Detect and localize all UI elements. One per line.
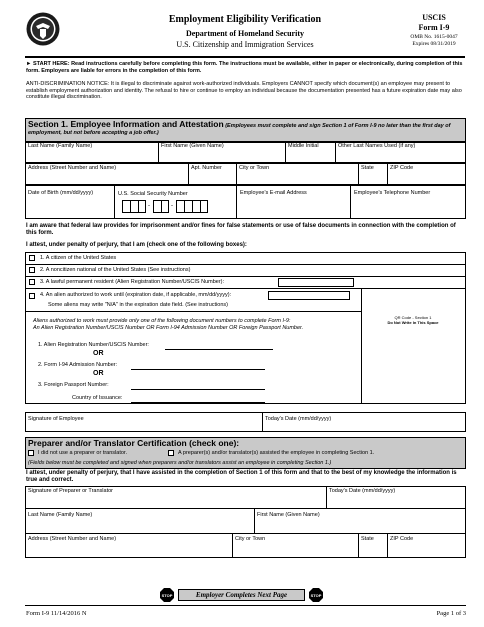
omb-number: OMB No. 1615-0047 — [410, 34, 458, 40]
middle-initial-label: Middle Initial — [288, 143, 319, 149]
passport-input[interactable] — [131, 389, 265, 390]
anti-discrimination-text: ANTI-DISCRIMINATION NOTICE: It is illegal to discriminate against work-authorized individuals. Employers CANNOT specify which document(s) an employee may present to establish employment authorization and identity. The refusal to hire or continue to employ an individual because the documentation presented has a future expiration date may also constitute illegal discrimination. — [26, 81, 462, 100]
preparer-first-name-label[interactable]: First Name (Given Name) — [257, 512, 320, 518]
department-name: Department of Homeland Security — [186, 29, 304, 38]
preparer-zip-label[interactable]: ZIP Code — [390, 536, 414, 542]
alien-reg-input[interactable] — [165, 349, 273, 350]
footer-rule — [25, 605, 466, 606]
form-agency: USCIS — [422, 13, 446, 22]
form-title: Employment Eligibility Verification — [168, 14, 322, 25]
alien-note-2: An Alien Registration Number/USCIS Number OR Form I-94 Admission Number OR Foreign Passport Number. — [33, 325, 304, 331]
alien-checkbox[interactable] — [29, 293, 35, 299]
citizen-checkbox[interactable] — [29, 255, 35, 261]
state-label: State — [361, 165, 374, 171]
alien-note-1: Aliens authorized to work must provide only one of the following document numbers to complete Form I-9: — [33, 318, 291, 324]
attest-text: I attest, under penalty of perjury, that I am (check one of the following boxes): — [26, 242, 247, 248]
alien-label: 4. An alien authorized to work until (expiration date, if applicable, mm/dd/yyyy): — [40, 292, 232, 298]
employee-signature-label[interactable]: Signature of Employee — [28, 416, 84, 422]
section1-note: (Employees must complete and sign Section 1 of Form I-9 no later than the first day of employment, but not before accepting a job offer.) — [28, 123, 451, 136]
apt-label: Apt. Number — [191, 165, 222, 171]
first-name-label: First Name (Given Name) — [161, 143, 224, 149]
no-preparer-checkbox[interactable] — [28, 450, 34, 456]
country-label: Country of Issuance: — [72, 395, 123, 401]
preparer-title: Preparer and/or Translator Certification (check one): — [28, 438, 240, 448]
stop-icon-left — [160, 588, 174, 602]
i94-label: 2. Form I-94 Admission Number: — [38, 362, 118, 368]
qr-label: QR Code - Section 1 — [394, 315, 432, 320]
no-preparer-label: I did not use a preparer or translator. — [38, 450, 127, 456]
preparer-date-label[interactable]: Today's Date (mm/dd/yyyy) — [329, 488, 396, 494]
qr-note: Do Not Write In This Space — [387, 320, 439, 325]
preparer-signature-label[interactable]: Signature of Preparer or Translator — [28, 488, 113, 494]
preparer-city-label[interactable]: City or Town — [235, 536, 266, 542]
or-2: OR — [93, 370, 104, 377]
employee-date-label[interactable]: Today's Date (mm/dd/yyyy) — [265, 416, 332, 422]
lpr-label: 3. A lawful permanent resident (Alien Registration Number/USCIS Number): — [40, 279, 225, 285]
preparer-attest: I attest, under penalty of perjury, that I have assisted in the completion of Section 1 of this form and that to the best of my knowledge the information is true and correct. — [26, 470, 457, 484]
i94-input[interactable] — [131, 369, 265, 370]
expiration: Expires 08/31/2019 — [412, 41, 456, 47]
preparer-fields-note: (Fields below must be completed and signed when preparers and/or translators assist an employee in completing Section 1.) — [28, 460, 332, 466]
stop-text-right: STOP — [310, 593, 322, 598]
address-label: Address (Street Number and Name) — [28, 165, 117, 171]
zip-label: ZIP Code — [390, 165, 414, 171]
lpr-checkbox[interactable] — [29, 279, 35, 285]
header-rule — [25, 56, 465, 58]
last-name-label: Last Name (Family Name) — [28, 143, 93, 149]
preparer-checkbox[interactable] — [168, 450, 174, 456]
other-names-label: Other Last Names Used (if any) — [338, 143, 416, 149]
dob-label: Date of Birth (mm/dd/yyyy) — [28, 190, 94, 196]
email-label: Employee's E-mail Address — [240, 190, 307, 196]
page-number: Page 1 of 3 — [436, 610, 466, 617]
ssn-box-1[interactable] — [122, 200, 146, 213]
awareness-text: I am aware that federal law provides for imprisonment and/or fines for false statements or use of false documents in connection with the completion of this form. — [26, 223, 456, 237]
qr-code-area — [365, 315, 461, 325]
section1-title: Section 1. Employee Information and Attestation — [28, 119, 224, 129]
employee-signature-row — [25, 412, 466, 432]
country-input[interactable] — [131, 402, 265, 403]
form-name: Form I-9 — [418, 23, 450, 32]
noncitizen-national-label: 2. A noncitizen national of the United States (See instructions) — [40, 267, 191, 273]
stop-icon-right — [309, 588, 323, 602]
alien-expiration-input[interactable] — [268, 291, 350, 300]
form-id: Form I-9 11/14/2016 N — [26, 610, 87, 617]
preparer-assisted-label: A preparer(s) and/or translator(s) assisted the employee in completing Section 1. — [178, 450, 375, 456]
preparer-fields — [25, 486, 466, 558]
alien-reg-label: 1. Alien Registration Number/USCIS Number: — [38, 342, 149, 348]
preparer-last-name-label[interactable]: Last Name (Family Name) — [28, 512, 93, 518]
dhs-seal — [26, 12, 60, 46]
section1-header — [25, 118, 466, 142]
noncitizen-national-checkbox[interactable] — [29, 267, 35, 273]
seal-icon — [26, 12, 60, 46]
citizen-label: 1. A citizen of the United States — [40, 255, 117, 261]
lpr-number-input[interactable] — [278, 278, 354, 287]
stop-text-left: STOP — [161, 593, 173, 598]
agency-name: U.S. Citizenship and Immigration Services — [176, 40, 314, 49]
employer-next-banner — [178, 589, 305, 601]
or-1: OR — [93, 350, 104, 357]
preparer-address-label[interactable]: Address (Street Number and Name) — [28, 536, 117, 542]
ssn-label: U.S. Social Security Number — [118, 191, 188, 197]
passport-label: 3. Foreign Passport Number: — [38, 382, 109, 388]
phone-label: Employee's Telephone Number — [354, 190, 431, 196]
preparer-state-label[interactable]: State — [361, 536, 374, 542]
city-label: City or Town — [239, 165, 270, 171]
employer-next-text: Employer Completes Next Page — [195, 591, 288, 599]
start-here-text: ► START HERE: Read instructions carefully before completing this form. The instructions must be available, either in paper or electronically, during completion of this form. Employers are liable for errors in the completion of this form. — [26, 61, 463, 74]
alien-na-note: Some aliens may write "N/A" in the expiration date field. (See instructions) — [48, 302, 228, 308]
